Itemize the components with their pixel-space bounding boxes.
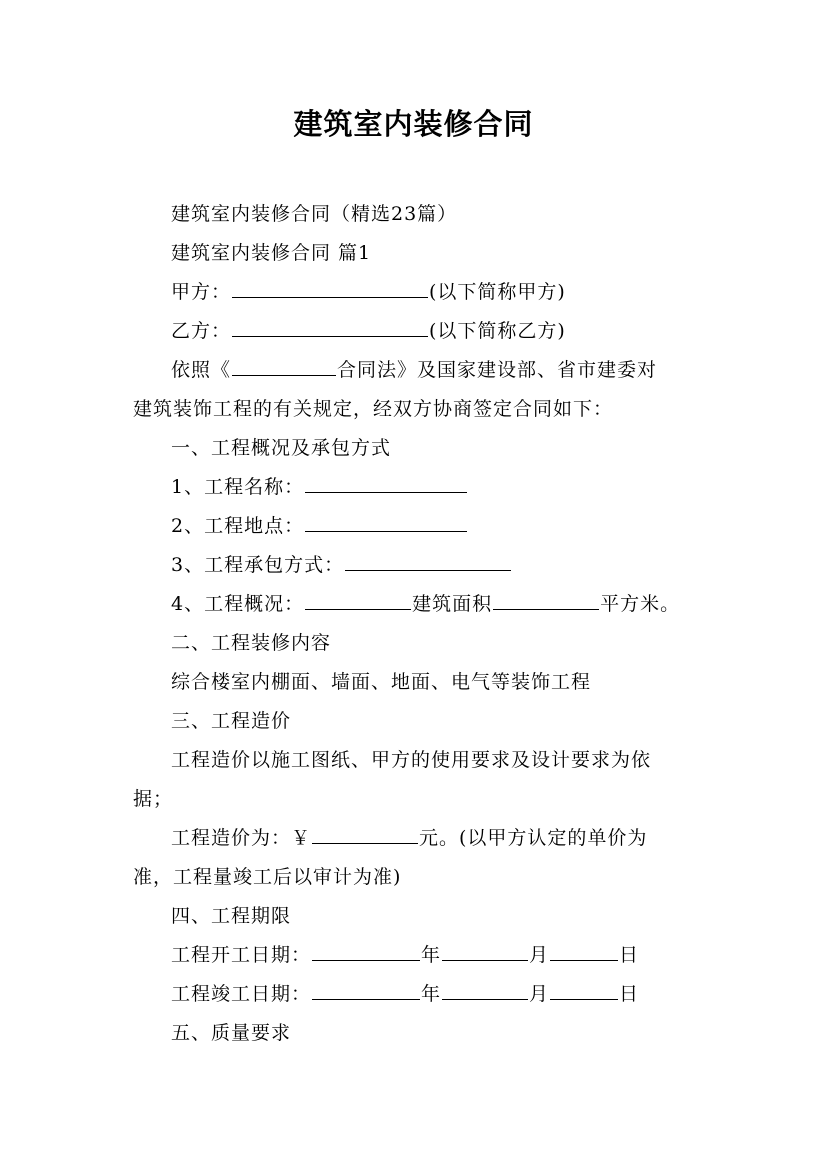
start-month-unit: 月 xyxy=(529,944,550,966)
party-b-note: (以下简称乙方) xyxy=(429,320,566,342)
item-1-blank xyxy=(305,476,467,493)
end-year-unit: 年 xyxy=(421,983,442,1005)
basis-line2: 建筑装饰工程的有关规定，经双方协商签定合同如下： xyxy=(133,398,614,420)
item-1-label: 1、工程名称： xyxy=(171,476,305,498)
item-4-blank-1 xyxy=(305,593,411,610)
item-3-line xyxy=(171,550,512,577)
start-year-blank xyxy=(312,944,420,961)
party-a-blank xyxy=(232,281,428,298)
party-b-line xyxy=(171,316,566,343)
start-date-line xyxy=(171,940,639,967)
end-year-blank xyxy=(312,983,420,1000)
item-4-blank-2 xyxy=(493,593,599,610)
item-2-line xyxy=(171,511,468,538)
start-date-label: 工程开工日期： xyxy=(171,944,312,966)
document-title: 建筑室内装修合同 xyxy=(293,107,534,141)
section-2-heading: 二、工程装修内容 xyxy=(171,632,332,654)
start-month-blank xyxy=(442,944,528,961)
item-4-prefix: 4、工程概况： xyxy=(171,593,305,615)
basis-suffix: 合同法》及国家建设部、省市建委对 xyxy=(337,359,658,381)
item-4-line xyxy=(171,589,680,616)
item-1-line xyxy=(171,472,468,499)
party-a-label: 甲方： xyxy=(171,281,232,303)
end-month-blank xyxy=(442,983,528,1000)
start-day-unit: 日 xyxy=(619,944,640,966)
section-1-heading: 一、工程概况及承包方式 xyxy=(171,437,392,459)
basis-blank xyxy=(232,359,336,376)
basis-line xyxy=(171,355,657,382)
section-5-heading: 五、质量要求 xyxy=(171,1022,292,1044)
item-2-blank xyxy=(305,515,467,532)
item-4-mid: 建筑面积 xyxy=(412,593,493,615)
party-a-line xyxy=(171,277,566,304)
end-day-unit: 日 xyxy=(619,983,640,1005)
item-4-suffix: 平方米。 xyxy=(600,593,681,615)
section-4-heading: 四、工程期限 xyxy=(171,905,292,927)
article-heading: 建筑室内装修合同 篇1 xyxy=(171,242,372,264)
item-3-label: 3、工程承包方式： xyxy=(171,554,345,576)
end-date-label: 工程竣工日期： xyxy=(171,983,312,1005)
party-b-blank xyxy=(232,320,428,337)
end-date-line xyxy=(171,979,639,1006)
party-a-note: (以下简称甲方) xyxy=(429,281,566,303)
section-3-heading: 三、工程造价 xyxy=(171,710,292,732)
price-prefix: 工程造价为：￥ xyxy=(171,827,312,849)
price-line2: 准，工程量竣工后以审计为准) xyxy=(133,866,402,888)
item-2-label: 2、工程地点： xyxy=(171,515,305,537)
section-3-text: 工程造价以施工图纸、甲方的使用要求及设计要求为依 xyxy=(171,749,652,771)
price-line xyxy=(171,823,647,850)
price-suffix: 元。(以甲方认定的单价为 xyxy=(419,827,648,849)
item-3-blank xyxy=(345,554,511,571)
subtitle: 建筑室内装修合同（精选23篇） xyxy=(171,203,458,225)
end-day-blank xyxy=(550,983,618,1000)
start-year-unit: 年 xyxy=(421,944,442,966)
start-day-blank xyxy=(550,944,618,961)
section-3-text-cont: 据； xyxy=(133,788,174,810)
section-2-text: 综合楼室内棚面、墙面、地面、电气等装饰工程 xyxy=(171,671,592,693)
price-blank xyxy=(312,827,418,844)
end-month-unit: 月 xyxy=(529,983,550,1005)
basis-prefix: 依照《 xyxy=(171,359,232,381)
party-b-label: 乙方： xyxy=(171,320,232,342)
